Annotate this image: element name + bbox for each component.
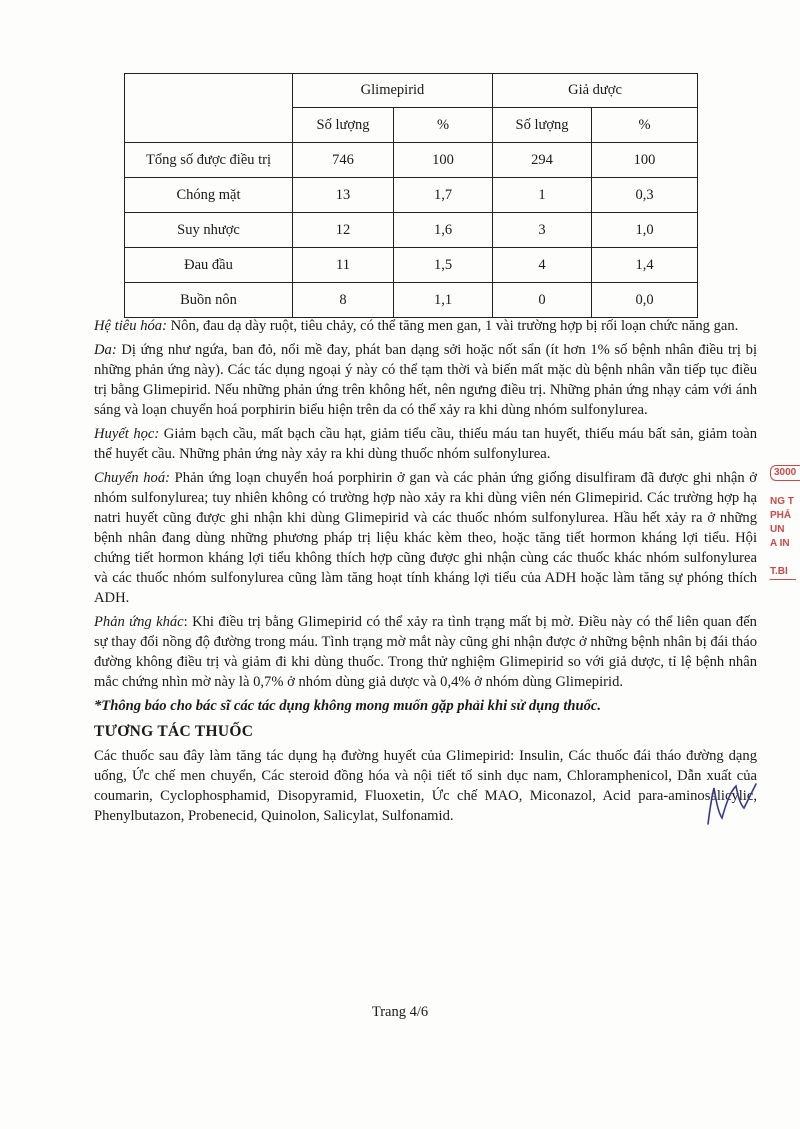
table-cell: 1,6 [394,213,493,248]
table-cell: 1 [493,178,592,213]
paragraph-text: Phản ứng loạn chuyển hoá porphirin ở gan và các phản ứng giống disulfiram đã được ghi nhận ở nhóm sulfonylurea; tuy nhiên không có trường hợp nào xảy ra khi dùng viên nén Glimepirid. Các trường hợp hạ natri huyết cũng được ghi nhận khi dùng Glimepirid và các thuốc nhóm sulfonylurea. Hầu hết xảy ra ở những bệnh nhân đang dùng những phương pháp trị liệu khác kèm theo, hoặc tăng tiết hormon kháng lợi tiểu. Hội chứng tiết hormon kháng lợi tiểu không thích hợp cũng được ghi nhận cùng các thuốc khác nhóm sulfonylurea và các thuốc nhóm sulfonylurea cũng làm tăng hoạt tính kháng lợi tiểu của ADH hoặc làm tăng sự phóng thích ADH. [94,470,757,606]
row-label: Suy nhược [125,213,293,248]
table-group-header-row [125,74,698,108]
table-cell: 11 [293,248,394,283]
paragraph-label: Da: [94,342,117,358]
table-cell: 4 [493,248,592,283]
red-stamp-fragment [770,465,800,595]
row-label: Buồn nôn [125,283,293,318]
group-header-placebo: Giả dược [493,74,698,108]
row-label: Tổng số được điều trị [125,143,293,178]
table-row [125,213,698,248]
paragraph-text: Giảm bạch cầu, mất bạch cầu hạt, giảm tiểu cầu, thiếu máu tan huyết, thiếu máu bất sản, giảm toàn thể huyết cầu. Những phản ứng này xảy ra khi dùng thuốc nhóm sulfonylurea. [94,426,757,462]
paragraph-text: Dị ứng như ngứa, ban đỏ, nổi mề đay, phát ban dạng sởi hoặc nốt sẩn (ít hơn 1% số bệnh nhân điều trị bị những phản ứng này). Các tác dụng ngoại ý này có thể tạm thời và biến mất mặc dù bệnh nhân vẫn tiếp tục điều trị bằng Glimepirid. Nếu những phản ứng trên không hết, nên ngưng điều trị. Những phản ứng nhạy cảm với ánh sáng và loạn chuyển hoá porphirin biểu hiện trên da có thể xảy ra khi dùng nhóm sulfonylurea. [94,342,757,418]
paragraph-label: Hệ tiêu hóa: [94,318,167,334]
group-header-glimepirid: Glimepirid [293,74,493,108]
subheader-cell: % [592,108,698,143]
table-cell: 1,4 [592,248,698,283]
table-cell: 0,3 [592,178,698,213]
paragraph-label: Huyết học: [94,426,160,442]
table-cell: 100 [592,143,698,178]
section-heading: TƯƠNG TÁC THUỐC [94,723,254,740]
table-cell: 1,7 [394,178,493,213]
table-row [125,248,698,283]
table-cell: 1,5 [394,248,493,283]
table-cell: 294 [493,143,592,178]
interactions-paragraph: Các thuốc sau đây làm tăng tác dụng hạ đường huyết của Glimepirid: Insulin, Các thuốc đái tháo đường dạng uống, Ức chế men chuyển, Các steroid đồng hóa và nội tiết tố sinh dục nam, Chloramphenicol, Dẫn xuất của coumarin, Cyclophosphamid, Disopyramid, Fluoxetin, Ức chế MAO, Miconazol, Acid para-aminosalicylic, Phenylbutazon, Probenecid, Quinolon, Salicylat, Sulfonamid. [94,748,757,824]
table-cell: 8 [293,283,394,318]
table-cell: 12 [293,213,394,248]
page-number: Trang 4/6 [371,1004,429,1020]
table-cell: 1,0 [592,213,698,248]
row-label: Đau đầu [125,248,293,283]
adverse-effects-table [124,73,698,318]
stamp-line: T.BI [770,565,796,580]
paragraph-skin [94,340,757,420]
table-cell: 746 [293,143,394,178]
paragraph-text: : Khi điều trị bằng Glimepirid có thể xảy ra tình trạng mất bị mờ. Điều này có thể liên quan đến sự thay đổi nồng độ đường trong máu. Tình trạng mờ mắt này cũng ghi nhận được ở những bệnh nhân bị đái tháo đường không điều trị và giảm đi khi dùng thuốc. Trong thử nghiệm Glimepirid so với giả dược, tỉ lệ bệnh nhân mắc chứng nhìn mờ này là 0,7% ở nhóm dùng giả dược và 0,4% ở nhóm dùng Glimepirid. [94,614,757,690]
table-cell: 1,1 [394,283,493,318]
body-text [94,316,757,830]
paragraph-metabolism [94,468,757,608]
subheader-cell: % [394,108,493,143]
stamp-line: NG T [770,496,794,507]
stamp-line: A IN [770,538,790,549]
stamp-line: UN [770,524,785,535]
paragraph-other-reactions [94,612,757,692]
table-corner-cell [125,74,293,143]
table-row [125,178,698,213]
paragraph-digestive [94,316,757,336]
table-cell: 3 [493,213,592,248]
table-cell: 100 [394,143,493,178]
stamp-line: 3000 [770,465,800,481]
doctor-notice: *Thông báo cho bác sĩ các tác dụng không mong muốn gặp phải khi sử dụng thuốc. [94,698,602,714]
row-label: Chóng mặt [125,178,293,213]
paragraph-hematology [94,424,757,464]
table-row [125,283,698,318]
table-cell: 13 [293,178,394,213]
table-cell: 0 [493,283,592,318]
table-cell: 0,0 [592,283,698,318]
paragraph-label: Chuyển hoá: [94,470,170,486]
subheader-cell: Số lượng [493,108,592,143]
paragraph-label: Phản ứng khác [94,614,184,630]
subheader-cell: Số lượng [293,108,394,143]
paragraph-text: Nôn, đau dạ dày ruột, tiêu chảy, có thể tăng men gan, 1 vài trường hợp bị rối loạn chức năng gan. [166,318,739,334]
handwritten-signature-icon [700,778,760,828]
stamp-line: PHẢ [770,510,792,521]
table-row [125,143,698,178]
